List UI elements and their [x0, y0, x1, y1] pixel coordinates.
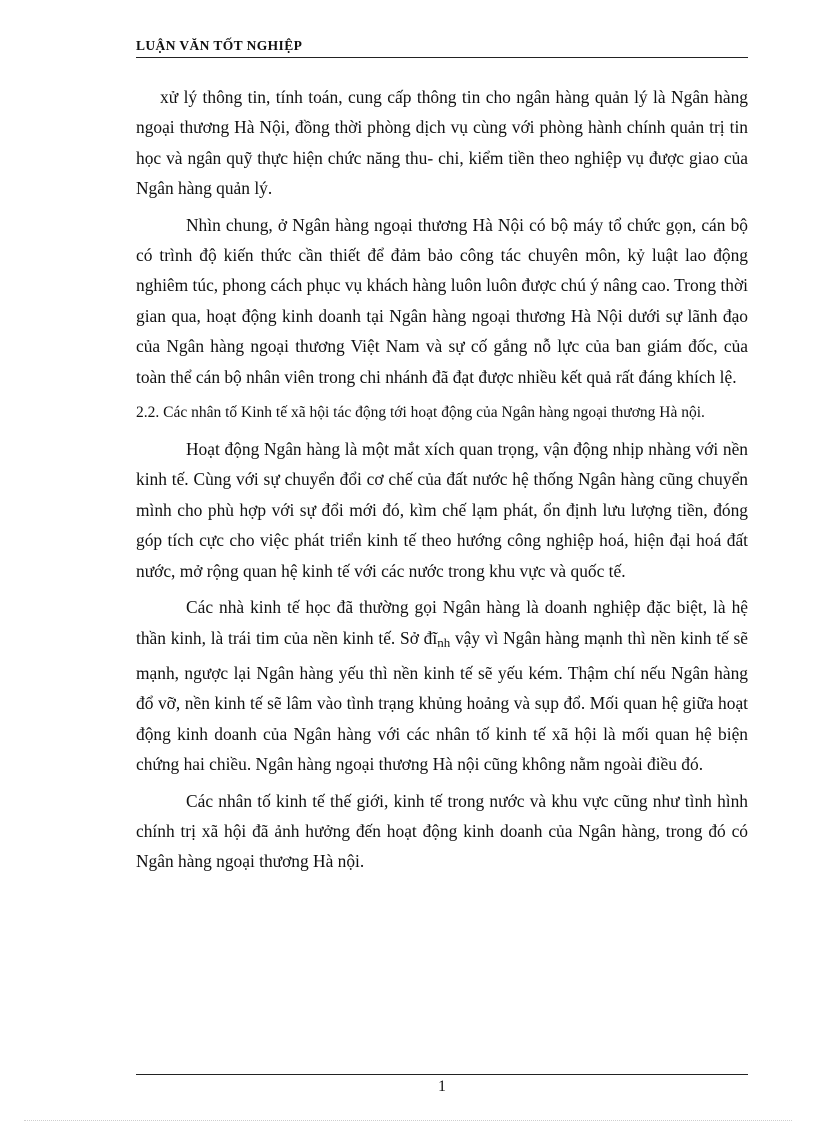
- section-heading: 2.2. Các nhân tố Kinh tế xã hội tác động tới hoạt động của Ngân hàng ngoại thương Hà nội.: [136, 404, 705, 422]
- paragraph-factors: Các nhân tố kinh tế thế giới, kinh tế trong nước và khu vực cũng như tình hình chính trị xã hội đã ảnh hưởng đến hoạt động kinh doanh của Ngân hàng, trong đó có Ngân hàng ngoại thương Hà nội.: [136, 790, 748, 872]
- page-number: 1: [438, 1078, 446, 1095]
- paragraph-text-start: Các nhà kinh tế học đã thường gọi Ngân hàng là doanh nghiệp đặc biệt, là hệ thần kinh, là trái tim của nền kinh tế. Sở đĩ: [136, 597, 748, 648]
- header-divider: [136, 57, 748, 58]
- body-text: [136, 82, 748, 883]
- paragraph-economists: [136, 592, 748, 779]
- paragraph-banking-activity: Hoạt động Ngân hàng là một mắt xích quan trọng, vận động nhịp nhàng với nền kinh tế. Cùng với sự chuyển đổi cơ chế của đất nước hệ thống Ngân hàng cũng chuyển mình cho phù hợp với sự đổi mới đó, kìm chế lạm phát, ổn định lưu lượng tiền, đóng góp tích cực cho việc phát triển kinh tế theo hướng công nghiệp hoá, hiện đại hoá đất nước, mở rộng quan hệ kinh tế với các nước trong khu vực và quốc tế.: [136, 439, 748, 581]
- paragraph-overview: Nhìn chung, ở Ngân hàng ngoại thương Hà Nội có bộ máy tổ chức gọn, cán bộ có trình độ kiến thức cần thiết để đảm bảo công tác chuyên môn, kỷ luật lao động nghiêm túc, phong cách phục vụ khách hàng luôn luôn được chú ý nâng cao. Trong thời gian qua, hoạt động kinh doanh tại Ngân hàng ngoại thương Hà Nội dưới sự lãnh đạo của Ngân hàng ngoại thương Việt Nam và sự cố gắng nỗ lực của ban giám đốc, của toàn thể cán bộ nhân viên trong chi nhánh đã đạt được nhiều kết quả rất đáng khích lệ.: [136, 214, 748, 387]
- page-edge-line: [24, 1120, 792, 1121]
- subscript-fragment: nh: [437, 634, 451, 650]
- footer-divider: [136, 1074, 748, 1075]
- running-header: LUẬN VĂN TỐT NGHIỆP: [136, 38, 303, 53]
- paragraph-text-end: vậy vì Ngân hàng mạnh thì nền kinh tế sẽ mạnh, ngược lại Ngân hàng yếu thì nền kinh tế sẽ yếu kém. Thậm chí nếu Ngân hàng đổ vỡ, nền kinh tế sẽ lâm vào tình trạng khủng hoảng và sụp đổ. Mối quan hệ giữa hoạt động kinh doanh của Ngân hàng với các nhân tố kinh tế xã hội là mối quan hệ biện chứng hai chiều. Ngân hàng ngoại thương Hà nội cũng không nằm ngoài điều đó.: [136, 627, 748, 775]
- paragraph-continuation: xử lý thông tin, tính toán, cung cấp thông tin cho ngân hàng quản lý là Ngân hàng ngoại thương Hà Nội, đồng thời phòng dịch vụ cùng với phòng hành chính quản trị tin học và ngân quỹ thực hiện chức năng thu- chi, kiểm tiền theo nghiệp vụ được giao của Ngân hàng quản lý.: [136, 87, 748, 199]
